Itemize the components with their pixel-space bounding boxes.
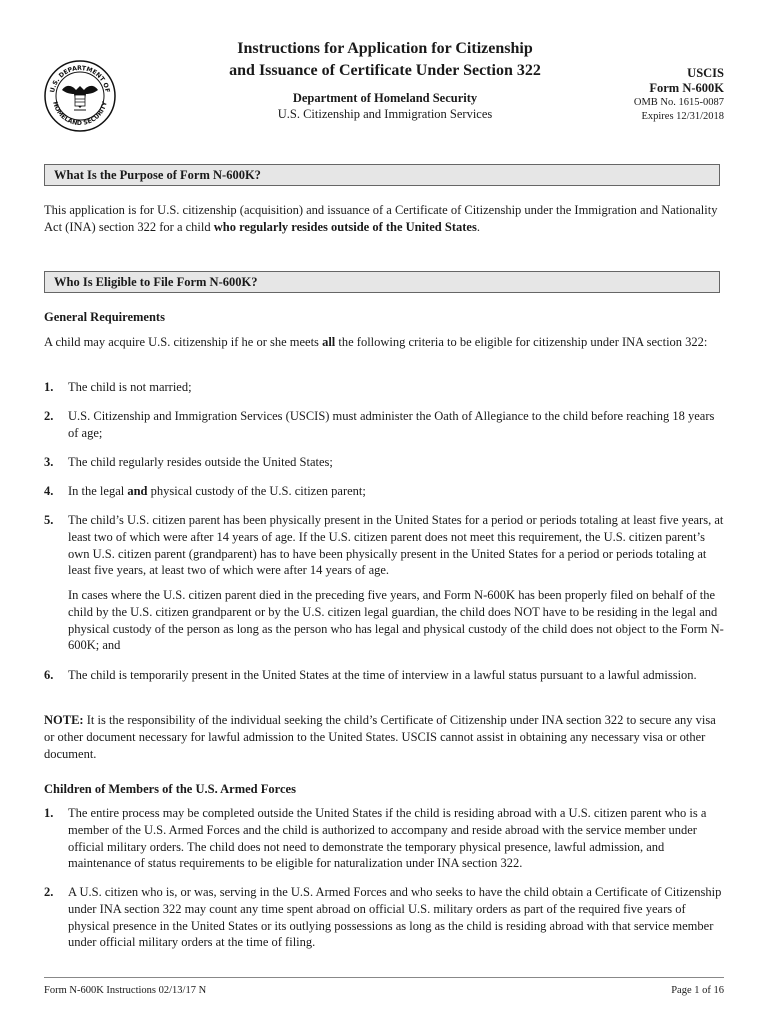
- form-number: Form N-600K: [649, 81, 724, 95]
- list-item: 4. In the legal and physical custody of the U.S. citizen parent;: [44, 484, 366, 498]
- agency-name: U.S. Citizenship and Immigration Services: [277, 107, 493, 121]
- list-item: 2. A U.S. citizen who is, or was, serving in the U.S. Armed Forces and who seeks to have the child obtain a Certificate of Citizenship under INA section 322 may count any time spent abroad on official U.S. military orders as part of the required five years of physical presence in the United States or its outlying possessions as long as the child is residing abroad with that service member under official military orders at the time of filing.: [44, 885, 722, 950]
- document-title-line2: and Issuance of Certificate Under Section 322: [229, 62, 541, 79]
- footer-divider: [44, 977, 724, 978]
- form-id-block: [604, 66, 724, 124]
- expiration-date: Expires 12/31/2018: [641, 111, 724, 122]
- note-label: NOTE:: [44, 713, 84, 727]
- item5-continuation: In cases where the U.S. citizen parent died in the preceding five years, and Form N-600K has been properly filed on behalf of the child by the U.S. citizen grandparent or by the U.S. citizen legal guardian, the child does NOT have to be residing in the legal and physical custody of the person as long as the person who has legal and physical custody of the child does not object to the Form N-600K; and: [68, 588, 724, 653]
- general-requirements-heading: General Requirements: [44, 310, 165, 324]
- section-header-purpose: What Is the Purpose of Form N-600K?: [44, 164, 720, 186]
- section-header-eligibility: Who Is Eligible to File Form N-600K?: [44, 271, 720, 293]
- document-title-line1: Instructions for Application for Citizenship: [237, 40, 533, 57]
- footer-form-info: Form N-600K Instructions 02/13/17 N: [44, 985, 207, 996]
- list-item: 2. U.S. Citizenship and Immigration Services (USCIS) must administer the Oath of Allegiance to the child before reaching 18 years of age;: [44, 409, 715, 440]
- seal-text-top: U.S. DEPARTMENT OF: [49, 64, 111, 94]
- omb-number: OMB No. 1615-0087: [633, 97, 724, 108]
- list-item: 5. The child’s U.S. citizen parent has been physically present in the United States for a period or periods totaling at least five years, at least two of which were after 14 years of age. If the U.S. citizen parent does not meet this requirement, the U.S. citizen parent’s own U.S. citizen parent (grandparent) has to have been physically present in the United States for a period or periods totaling at least five years, at least two of which were after 14 years of age.: [44, 513, 724, 578]
- armed-forces-heading: Children of Members of the U.S. Armed Forces: [44, 782, 296, 796]
- department-name: Department of Homeland Security: [292, 91, 478, 105]
- footer-page-number: Page 1 of 16: [671, 985, 724, 996]
- list-item: 1. The entire process may be completed outside the United States if the child is residing abroad with a U.S. citizen parent who is a member of the U.S. Armed Forces and the child is authorized to accompany and reside abroad with the service member under official military orders. The child does not need to demonstrate the temporary physical presence, lawful admission, and maintenance of status requirements to be eligible for naturalization under INA section 322.: [44, 806, 707, 871]
- purpose-paragraph: This application is for U.S. citizenship (acquisition) and issuance of a Certificate of Citizenship under the Immigration and Nationality Act (INA) section 322 for a child who regularly resides outside of the United States.: [44, 203, 718, 234]
- uscis-label: USCIS: [687, 66, 724, 80]
- dhs-seal-icon: [44, 60, 116, 132]
- list-item: 3. The child regularly resides outside the United States;: [44, 455, 333, 469]
- eligibility-intro: A child may acquire U.S. citizenship if he or she meets all the following criteria to be eligible for citizenship under INA section 322:: [44, 335, 708, 349]
- list-item: 1. The child is not married;: [44, 380, 192, 394]
- note-paragraph: NOTE: It is the responsibility of the individual seeking the child’s Certificate of Citizenship under INA section 322 to secure any visa or other document necessary for lawful admission to the United States. USCIS cannot assist in obtaining any necessary visa or other document.: [44, 713, 716, 761]
- title-block: [180, 38, 590, 122]
- list-item: 6. The child is temporarily present in the United States at the time of interview in a lawful status pursuant to a lawful admission.: [44, 668, 697, 682]
- seal-text-bottom: HOMELAND SECURITY: [51, 100, 109, 128]
